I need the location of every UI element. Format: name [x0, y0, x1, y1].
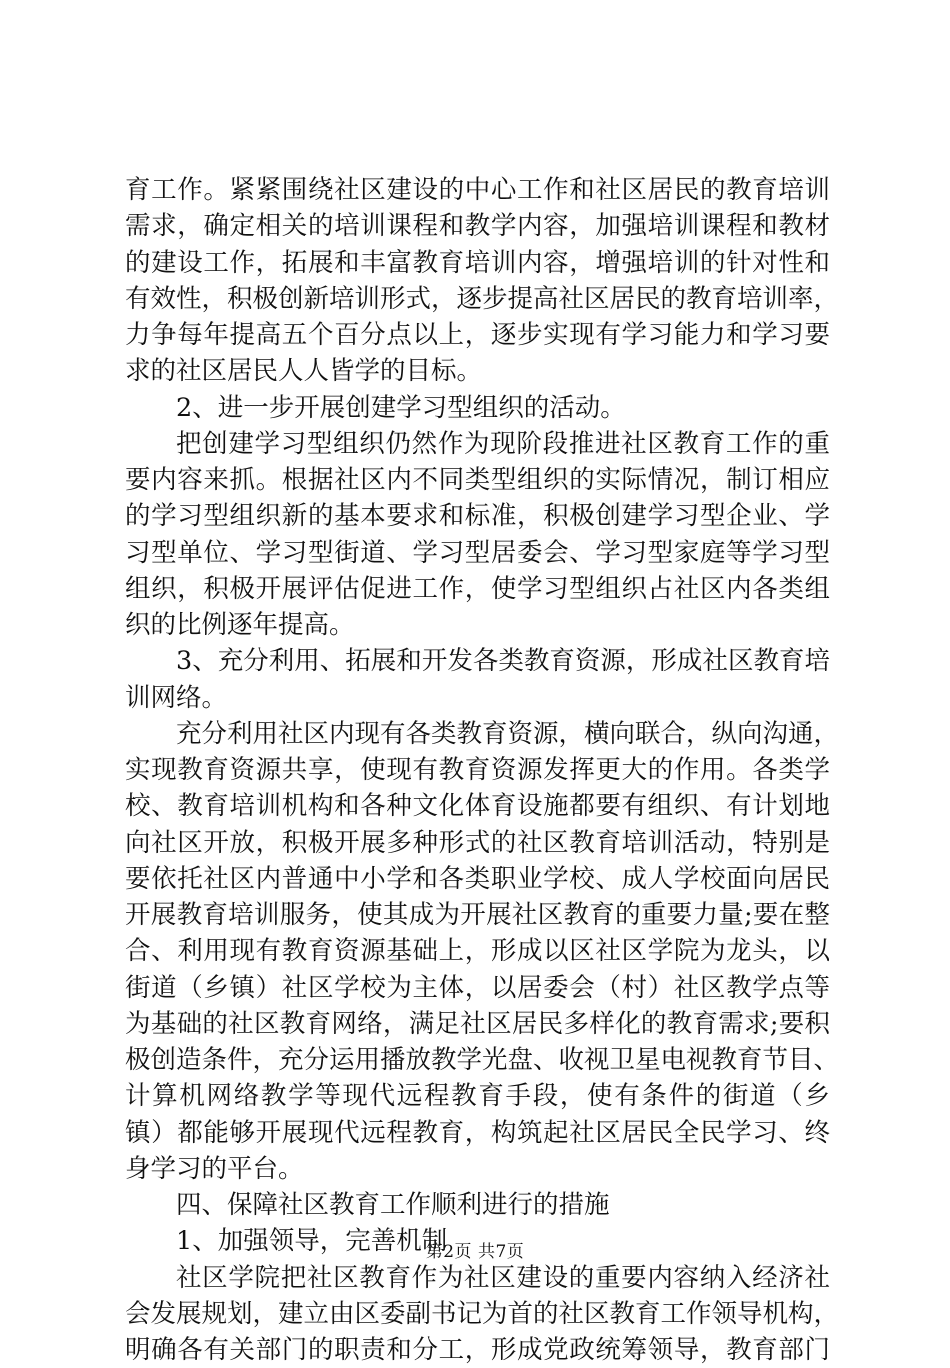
text-line: 社区学院把社区教育作为社区建设的重要内容纳入经济社 — [176, 1262, 830, 1293]
text-line: 力争每年提高五个百分点以上，逐步实现有学习能力和学习要 — [125, 320, 830, 350]
text-line: 为基础的社区教育网络，满足社区居民多样化的教育需求;要积 — [125, 1008, 830, 1039]
text-line: 实现教育资源共享，使现有教育资源发挥更大的作用。各类学 — [125, 755, 830, 785]
text-line: 向社区开放，积极开展多种形式的社区教育培训活动，特别是 — [125, 827, 830, 858]
text-line: 合、利用现有教育资源基础上，形成以区社区学院为龙头，以 — [125, 936, 830, 967]
text-line: 把创建学习型组织仍然作为现阶段推进社区教育工作的重 — [176, 428, 830, 459]
text-line: 育工作。紧紧围绕社区建设的中心工作和社区居民的教育培训 — [125, 175, 830, 205]
text-line: 要内容来抓。根据社区内不同类型组织的实际情况，制订相应 — [125, 465, 830, 495]
text-line: 镇）都能够开展现代远程教育，构筑起社区居民全民学习、终 — [125, 1117, 830, 1148]
text-line: 组织，积极开展评估促进工作，使学习型组织占社区内各类组 — [125, 573, 830, 604]
text-line: 充分利用社区内现有各类教育资源，横向联合，纵向沟通， — [176, 718, 840, 749]
text-line: 校、教育培训机构和各种文化体育设施都要有组织、有计划地 — [125, 791, 830, 822]
text-line: 织的比例逐年提高。 — [125, 610, 355, 640]
text-line: 明确各有关部门的职责和分工，形成党政统筹领导，教育部门 — [125, 1335, 830, 1365]
text-line: 要依托社区内普通中小学和各类职业学校、成人学校面向居民 — [125, 863, 830, 894]
text-line: 2、进一步开展创建学习型组织的活动。 — [176, 392, 626, 423]
text-line: 四、保障社区教育工作顺利进行的措施 — [176, 1190, 610, 1220]
document-body — [125, 172, 840, 1368]
text-line: 计算机网络教学等现代远程教育手段，使有条件的街道（乡 — [125, 1081, 830, 1112]
text-line: 3、充分利用、拓展和开发各类教育资源，形成社区教育培 — [176, 646, 830, 677]
text-line: 会发展规划，建立由区委副书记为首的社区教育工作领导机构， — [125, 1298, 840, 1329]
text-line: 1、加强领导，完善机制 — [176, 1226, 448, 1257]
text-line: 的建设工作，拓展和丰富教育培训内容，增强培训的针对性和 — [125, 247, 830, 278]
text-line: 求的社区居民人人皆学的目标。 — [125, 356, 483, 387]
text-line: 训网络。 — [125, 682, 228, 713]
page-footer: 第2页 共7页 — [425, 1242, 525, 1262]
text-line: 的学习型组织新的基本要求和标准，积极创建学习型企业、学 — [125, 501, 830, 532]
text-line: 习型单位、学习型街道、学习型居委会、学习型家庭等学习型 — [125, 537, 830, 568]
text-line: 需求，确定相关的培训课程和教学内容，加强培训课程和教材 — [125, 211, 830, 242]
text-line: 极创造条件，充分运用播放教学光盘、收视卫星电视教育节目、 — [125, 1045, 840, 1075]
text-line: 街道（乡镇）社区学校为主体，以居委会（村）社区教学点等 — [125, 972, 830, 1003]
text-line: 身学习的平台。 — [125, 1153, 304, 1184]
text-line: 有效性，积极创新培训形式，逐步提高社区居民的教育培训率， — [125, 283, 840, 314]
text-line: 开展教育培训服务，使其成为开展社区教育的重要力量;要在整 — [125, 900, 830, 930]
